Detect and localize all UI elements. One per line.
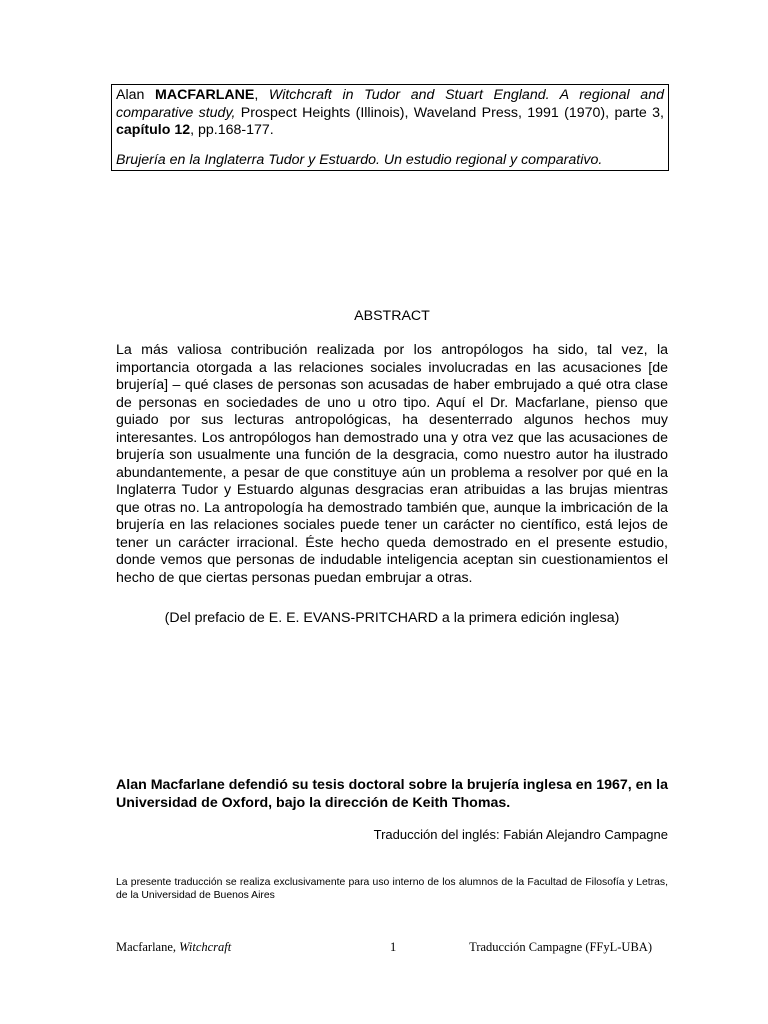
preface-attribution: (Del prefacio de E. E. EVANS-PRITCHARD a la primera edición inglesa) [164, 610, 620, 626]
footer-work: Witchcraft [179, 940, 232, 954]
author-last-name: MACFARLANE [155, 87, 255, 103]
footer-credit: Traducción Campagne (FFyL-UBA) [469, 940, 652, 954]
abstract-heading: ABSTRACT [354, 308, 430, 324]
page-range: , pp.168-177. [190, 122, 274, 138]
footer-source [116, 940, 231, 955]
usage-disclaimer: La presente traducción se realiza exclusivamente para uso interno de los alumnos de la Facultad de Filosofía y Letras, de la Universidad de Buenos Aires [116, 877, 668, 901]
english-title: Witchcraft in Tudor and Stuart England. A regional and comparative study, [116, 87, 664, 121]
page-number: 1 [390, 940, 397, 954]
author-first-name: Alan [116, 87, 145, 103]
translator-credit: Traducción del inglés: Fabián Alejandro Campagne [373, 827, 668, 842]
chapter-label: capítulo 12 [116, 122, 191, 138]
thesis-note: Alan Macfarlane defendió su tesis doctoral sobre la brujería inglesa en 1967, en la Universidad de Oxford, bajo la dirección de Keith Thomas. [116, 777, 668, 811]
author-comma: , [254, 87, 259, 103]
spanish-title: Brujería en la Inglaterra Tudor y Estuardo. Un estudio regional y comparativo. [116, 151, 603, 168]
citation-reference [116, 87, 664, 140]
footer-author: Macfarlane, [116, 940, 177, 954]
citation-box [111, 84, 669, 171]
abstract-body: La más valiosa contribución realizada por los antropólogos ha sido, tal vez, la importancia otorgada a las relaciones sociales involucradas en las acusaciones [de brujería] – qué clases de personas son acusadas de haber embrujado a qué otra clase de personas en sociedades de uno u otro tipo. Aquí el Dr. Macfarlane, pienso que guiado por sus lecturas antropológicas, ha desenterrado algunos hechos muy interesantes. Los antropólogos han demostrado una y otra vez que las acusaciones de brujería son usualmente una función de la desgracia, como nuestro autor ha ilustrado abundantemente, a pesar de que constituye aún un problema a resolver por qué en la Inglaterra Tudor y Estuardo algunas desgracias eran atribuidas a las brujas mientras que otras no. La antropología ha demostrado también que, aunque la imbricación de la brujería en las relaciones sociales puede tener un carácter no científico, está lejos de tener un carácter irracional. Éste hecho queda demostrado en el presente estudio, donde vemos que personas de indudable inteligencia aceptan sin cuestionamientos el hecho de que ciertas personas puedan embrujar a otras. [116, 342, 668, 586]
publisher-info: Prospect Heights (Illinois), Waveland Press, 1991 (1970), parte 3, [240, 104, 664, 121]
